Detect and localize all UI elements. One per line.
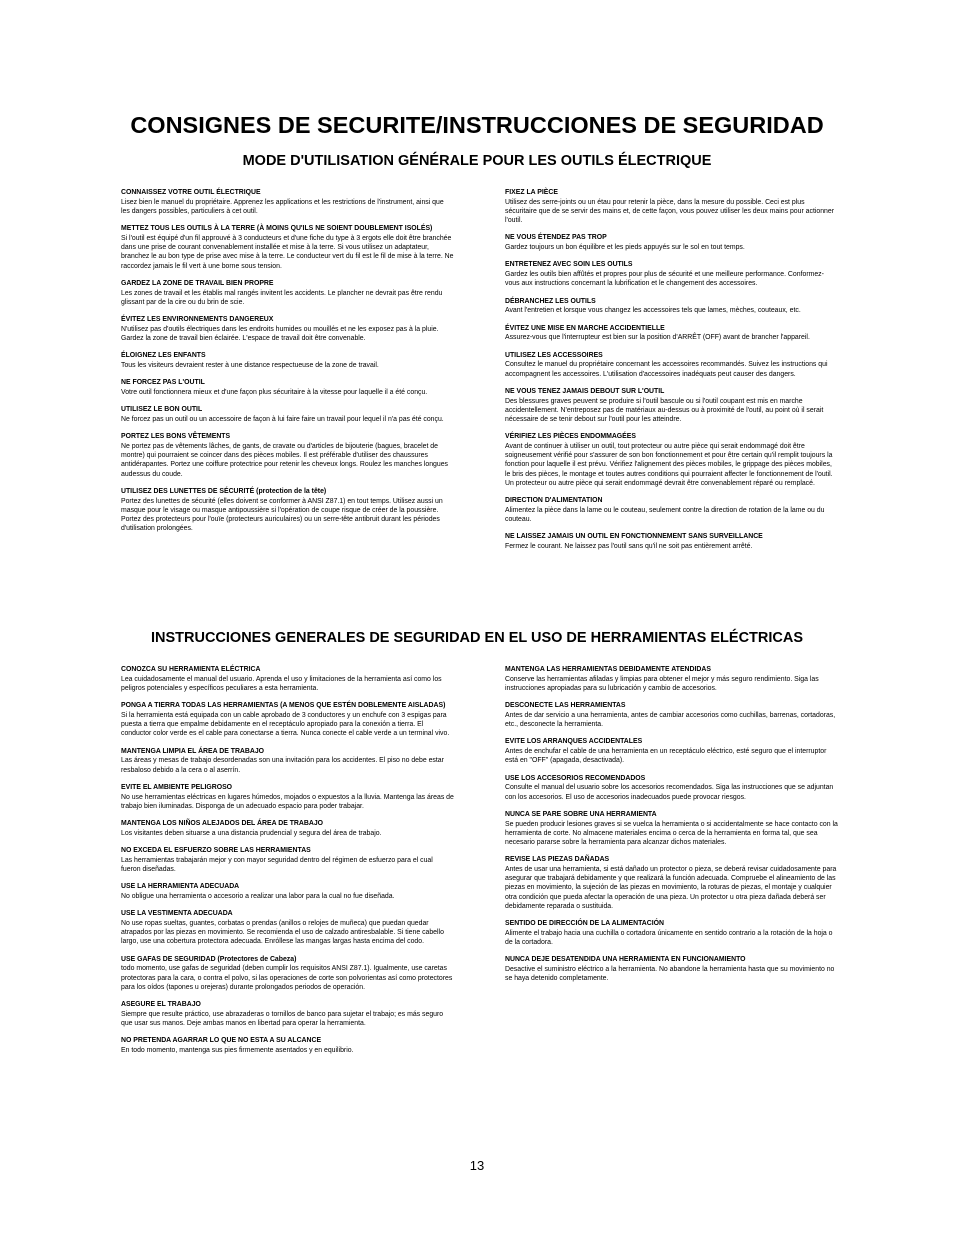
instruction-heading: EVITE LOS ARRANQUES ACCIDENTALES: [505, 738, 643, 746]
safety-instruction-item: [505, 388, 838, 424]
instruction-body: Consultez le manuel du propriétaire concernant les accessoires recommandés. Suivez les instructions qui accompagnent les accessoires. L'utilisation d'accessoires inadéquats peut causer des dangers.: [505, 361, 828, 378]
instruction-heading: SENTIDO DE DIRECCIÓN DE LA ALIMENTACIÓN: [505, 920, 664, 928]
instruction-body: Ne forcez pas un outil ou un accessoire de façon à lui faire faire un travail pour lequel il n'a pas été conçu.: [121, 416, 444, 424]
safety-instruction-item: [505, 920, 838, 947]
instruction-heading: EVITE EL AMBIENTE PELIGROSO: [121, 783, 233, 791]
instruction-body: Des blessures graves peuvent se produire si l'outil bascule ou si l'outil coupant est mis en marche accidentellement. N'entreposez pas de matériaux au-dessus ou à proximité de l'outil, au point où il serait nécessaire de se tenir debout sur l'outil pour les atteindre.: [505, 397, 824, 424]
instruction-body: Gardez toujours un bon équilibre et les pieds appuyés sur le sol en tout temps.: [505, 244, 745, 252]
safety-instruction-item: [121, 956, 454, 992]
instruction-body: Assurez-vous que l'interrupteur est bien sur la position d'ARRÊT (OFF) avant de brancher l'appareil.: [505, 334, 810, 342]
instruction-body: No obligue una herramienta o accesorio a realizar una labor para la cual no fue diseñada.: [121, 893, 395, 901]
instruction-heading: DÉBRANCHEZ LES OUTILS: [505, 297, 596, 305]
instruction-heading: NE VOUS ÉTENDEZ PAS TROP: [505, 234, 607, 242]
instruction-heading: VÉRIFIEZ LES PIÈCES ENDOMMAGÉES: [505, 433, 636, 441]
instruction-body: Los visitantes deben situarse a una distancia prudencial y segura del área de trabajo.: [121, 829, 382, 837]
safety-instruction-item: [121, 820, 454, 838]
instruction-body: Avant l'entretien et lorsque vous changez les accessoires tels que lames, mèches, couteaux, etc.: [505, 307, 801, 315]
safety-instruction-item: [121, 784, 454, 811]
instruction-heading: NO EXCEDA EL ESFUERZO SOBRE LAS HERRAMIENTAS: [121, 847, 311, 855]
spanish-left-column: [121, 666, 454, 1064]
safety-instruction-item: [505, 497, 838, 524]
safety-instruction-item: [121, 316, 454, 343]
instruction-heading: FIXEZ LA PIÈCE: [505, 189, 558, 196]
safety-instruction-item: [121, 379, 454, 397]
instruction-heading: NO PRETENDA AGARRAR LO QUE NO ESTA A SU ALCANCE: [121, 1037, 322, 1045]
instruction-body: Ne portez pas de vêtements lâches, de gants, de cravate ou d'articles de bijouterie (bagues, bracelet de montre) qui pourraient se coincer dans des pièces mobiles. Il est préférable d'utiliser des chaussures antidérapantes. Portez une coiffure protectrice pour retenir les cheveux longs. Roulez les manches longues audessus du coude.: [121, 443, 448, 478]
instruction-heading: USE LOS ACCESORIOS RECOMENDADOS: [505, 774, 646, 782]
instruction-heading: NUNCA SE PARE SOBRE UNA HERRAMIENTA: [505, 810, 657, 818]
page-title: CONSIGNES DE SECURITE/INSTRUCCIONES DE SEGURIDAD: [130, 112, 824, 138]
instruction-body: Gardez les outils bien affûtés et propres pour plus de sécurité et une meilleure performance. Conformez-vous aux instructions concernant la lubrification et le changement des accessoires.: [505, 271, 824, 288]
instruction-body: Alimentez la pièce dans la lame ou le couteau, seulement contre la direction de rotation de la lame ou du couteau.: [505, 506, 825, 524]
instruction-heading: NE LAISSEZ JAMAIS UN OUTIL EN FONCTIONNEMENT SANS SURVEILLANCE: [505, 533, 763, 541]
instruction-heading: ÉLOIGNEZ LES ENFANTS: [121, 352, 206, 360]
safety-instruction-item: [505, 856, 838, 911]
instruction-body: Lisez bien le manuel du propriétaire. Apprenez les applications et les restrictions de l'instrument, ainsi que les dangers possibles, particuliers à cet outil.: [121, 198, 444, 215]
page-number: 13: [469, 1158, 485, 1173]
french-section-heading: MODE D'UTILISATION GÉNÉRALE POUR LES OUTILS ÉLECTRIQUE: [242, 153, 712, 169]
instruction-heading: CONNAISSEZ VOTRE OUTIL ÉLECTRIQUE: [121, 189, 261, 196]
instruction-body: Si la herramienta está equipada con un cable aprobado de 3 conductores y un enchufe con 3 espigas para puesta a tierra que empalme debidamente en el receptáculo apropiado para la conexión a tierra. El conductor color verde es el cable para conectarse a tierra. Nunca conecte el cable verde a un terminal vivo.: [121, 712, 450, 738]
instruction-heading: NE FORCEZ PAS L'OUTIL: [121, 379, 205, 387]
instruction-body: Antes de enchufar el cable de una herramienta en un receptáculo eléctrico, esté seguro que el interruptor está en "OFF" (apagada, desactivada).: [505, 748, 827, 765]
instruction-heading: UTILISEZ LES ACCESSOIRES: [505, 351, 603, 359]
french-left-column: [121, 189, 454, 542]
instruction-heading: USE LA HERRAMIENTA ADECUADA: [121, 883, 240, 891]
instruction-body: En todo momento, mantenga sus pies firmemente asentados y en equilibrio.: [121, 1047, 354, 1055]
instruction-body: Desactive el suministro eléctrico a la herramienta. No abandone la herramienta hasta que su movimiento no se haya detenido completamente.: [505, 966, 835, 983]
instruction-heading: PONGA A TIERRA TODAS LAS HERRAMIENTAS (A MENOS QUE ESTÉN DOBLEMENTE AISLADAS): [121, 702, 446, 710]
safety-instruction-item: [505, 702, 838, 729]
instruction-body: No use ropas sueltas, guantes, corbatas o prendas (anillos o relojes de muñeca) que puedan quedar atrapados por las piezas en movimiento. Se recomienda el uso de calzado antiresbalable. Si tiene cabello largo, use una cobertura protectora adecuada. Enróllese las mangas largas hasta encima del codo.: [121, 920, 444, 946]
safety-instruction-item: [121, 406, 454, 424]
instruction-body: No use herramientas eléctricas en lugares húmedos, mojados o expuestos a la lluvia. Mantenga las áreas de trabajo bien iluminadas. Disponga de un adecuado espacio para poder trabajar.: [121, 793, 454, 810]
safety-instruction-item: [505, 533, 838, 551]
instruction-heading: ÉVITEZ UNE MISE EN MARCHE ACCIDENTIELLE: [505, 324, 665, 332]
instruction-heading: REVISE LAS PIEZAS DAÑADAS: [505, 856, 610, 864]
safety-instruction-item: [505, 738, 838, 765]
instruction-body: Votre outil fonctionnera mieux et d'une façon plus sécuritaire à la vitesse pour laquelle il a été conçu.: [121, 389, 428, 397]
safety-instruction-item: [121, 1001, 454, 1028]
instruction-heading: USE GAFAS DE SEGURIDAD (Protectores de Cabeza): [121, 955, 297, 963]
safety-instruction-item: [121, 280, 454, 307]
safety-instruction-item: [505, 775, 838, 802]
instruction-heading: NE VOUS TENEZ JAMAIS DEBOUT SUR L'OUTIL: [505, 387, 665, 395]
instruction-heading: CONOZCA SU HERRAMIENTA ELÉCTRICA: [121, 666, 261, 673]
instruction-heading: MANTENGA LIMPIA EL ÁREA DE TRABAJO: [121, 747, 265, 755]
instruction-body: Las herramientas trabajarán mejor y con mayor seguridad dentro del régimen de esfuerzo para el cual fueron diseñadas.: [121, 856, 433, 874]
instruction-body: todo momento, use gafas de seguridad (deben cumplir los requisitos ANSI Z87.1). Igualmente, use caretas protectoras para la cara, o contra el polvo, si las operaciones de corte son polvorientas así como protectores para los oídos (tapones u orejeras) durante prolongados periodos de operación.: [121, 965, 453, 991]
safety-instruction-item: [121, 883, 454, 901]
instruction-body: Las áreas y mesas de trabajo desordenadas son una invitación para los accidentes. El piso no debe estar resbaloso debido a la cera o al aserrín.: [121, 757, 444, 774]
instruction-heading: MANTENGA LOS NIÑOS ALEJADOS DEL ÁREA DE TRABAJO: [121, 820, 324, 828]
safety-instruction-item: [505, 298, 838, 316]
instruction-heading: GARDEZ LA ZONE DE TRAVAIL BIEN PROPRE: [121, 279, 274, 287]
safety-instruction-item: [505, 956, 838, 983]
instruction-body: Siempre que resulte práctico, use abrazaderas o tornillos de banco para sujetar el trabajo; es más seguro que usar sus manos. Deje ambas manos en libertad para operar la herramienta.: [121, 1010, 444, 1028]
instruction-heading: NUNCA DEJE DESATENDIDA UNA HERRAMIENTA EN FUNCIONAMIENTO: [505, 956, 746, 964]
safety-instruction-item: [121, 666, 454, 693]
spanish-section-heading: INSTRUCCIONES GENERALES DE SEGURIDAD EN EL USO DE HERRAMIENTAS ELÉCTRICAS: [150, 630, 804, 646]
french-right-column: [505, 189, 838, 560]
instruction-body: Utilisez des serre-joints ou un étau pour retenir la pièce, dans la mesure du possible. Ceci est plus sécuritaire que de se servir des mains et, de cette façon, vous pouvez utiliser les deux mains pour actionner l'outil.: [505, 198, 835, 225]
instruction-body: Portez des lunettes de sécurité (elles doivent se conformer à ANSI Z87.1) en tout temps. Utilisez aussi un masque pour le visage ou masque antipoussière si l'opération de coupe risque de créer de la poussière. Portez des protecteurs pour l'ouïe (protecteurs auriculaires) ou un serre-tête antibruit durant les périodes d'utilisation prolongées.: [121, 497, 443, 533]
instruction-body: Avant de continuer à utiliser un outil, tout protecteur ou autre pièce qui serait endommagé doit être soigneusement vérifié pour s'assurer de son bon fonctionnement et pour être certain qu'il remplit toujours la fonction pour laquelle il est prévu. Vérifiez l'alignement des pièces mobiles, le grippage des pièces mobiles, le bris des pièces, le montage et toutes autres conditions qui pourraient affecter le fonctionnement de l'outil. Un protecteur ou autre pièce qui serait endommagé devrait être convenablement réparé ou remplacé.: [505, 443, 833, 487]
instruction-body: Si l'outil est équipé d'un fil approuvé à 3 conducteurs et d'une fiche du type à 3 ergots elle doit être branchée dans une prise de courant convenablement installée et mise à la terre. Si vous utilisez un adaptateur, branchez le au bon type de prise avec mise à la terre. Le conducteur vert du fil est le fil de mise à la terre. Ne raccordez jamais le fil vert à une borne sous tension.: [121, 235, 454, 270]
instruction-heading: DESCONECTE LAS HERRAMIENTAS: [505, 702, 626, 710]
instruction-body: Alimente el trabajo hacia una cuchilla o cortadora únicamente en sentido contrario a la rotación de la hoja o de la cortadora.: [505, 929, 833, 947]
safety-instruction-item: [121, 352, 454, 370]
instruction-body: N'utilisez pas d'outils électriques dans les endroits humides ou mouillés et ne les exposez pas à la pluie. Gardez la zone de travail bien éclairée. L'espace de travail doit être convenable.: [121, 325, 439, 343]
safety-instruction-item: [121, 225, 454, 271]
safety-instruction-item: [505, 352, 838, 379]
instruction-heading: UTILISEZ DES LUNETTES DE SÉCURITÉ (protection de la tête): [121, 487, 327, 495]
spanish-right-column: [505, 666, 838, 992]
instruction-body: Se pueden producir lesiones graves si se vuelca la herramienta o si accidentalmente se hace contacto con la herramienta de corte. No almacene materiales encima o cerca de la herramienta en forma tal, que sea necesario pararse sobre la herramienta para alcanzar dichos materiales.: [505, 820, 838, 847]
instruction-body: Lea cuidadosamente el manual del usuario. Aprenda el uso y limitaciones de la herramienta así como los peligros potenciales y específicos peculiares a esta herramienta.: [121, 675, 442, 692]
safety-instruction-item: [505, 325, 838, 343]
instruction-heading: ÉVITEZ LES ENVIRONNEMENTS DANGEREUX: [121, 316, 274, 324]
instruction-heading: MANTENGA LAS HERRAMIENTAS DEBIDAMENTE ATENDIDAS: [505, 666, 711, 673]
safety-instruction-item: [505, 666, 838, 693]
safety-instruction-item: [121, 910, 454, 946]
instruction-heading: ASEGURE EL TRABAJO: [121, 1001, 201, 1009]
safety-instruction-item: [121, 847, 454, 874]
instruction-heading: ENTRETENEZ AVEC SOIN LES OUTILS: [505, 261, 633, 269]
safety-instruction-item: [505, 433, 838, 488]
instruction-body: Consulte el manual del usuario sobre los accesorios recomendados. Siga las instrucciones que se adjuntan con los accesorios. El uso de accesorios inadecuados puede provocar riesgos.: [505, 784, 834, 801]
safety-instruction-item: [505, 189, 838, 225]
safety-instruction-item: [121, 189, 454, 216]
instruction-body: Fermez le courant. Ne laissez pas l'outil sans qu'il ne soit pas entièrement arrêté.: [505, 543, 753, 551]
instruction-heading: DIRECTION D'ALIMENTATION: [505, 497, 603, 505]
instruction-heading: USE LA VESTIMENTA ADECUADA: [121, 910, 233, 918]
instruction-heading: PORTEZ LES BONS VÊTEMENTS: [121, 433, 231, 441]
instruction-body: Antes de usar una herramienta, si está dañado un protector o pieza, se deberá revisar cuidadosamente para asegurar que trabajará debidamente y que realizará la función adecuada. Compruebe el alineamiento de las piezas en movimiento, la sujeción de las piezas en movimiento, la roturas de piezas, el montaje y cualquier otra condición que pueda afectar la operación de una pieza. Un protector u otra pieza dañada deberá ser debidamente reparada o sustituida.: [505, 866, 837, 910]
safety-instruction-item: [121, 433, 454, 479]
safety-instruction-item: [121, 748, 454, 775]
instruction-body: Les zones de travail et les établis mal rangés invitent les accidents. Le plancher ne devrait pas être rendu glissant par de la cire ou du brin de scie.: [121, 289, 443, 306]
instruction-body: Tous les visiteurs devraient rester à une distance respectueuse de la zone de travail.: [121, 362, 379, 370]
safety-instruction-item: [505, 811, 838, 847]
instruction-heading: UTILISEZ LE BON OUTIL: [121, 406, 203, 414]
instruction-body: Antes de dar servicio a una herramienta, antes de cambiar accesorios como cuchillas, barrenas, cortadoras, etc., desconecte la herramienta.: [505, 712, 836, 729]
safety-instruction-item: [505, 261, 838, 288]
safety-instruction-item: [121, 702, 454, 738]
safety-instruction-item: [121, 1037, 454, 1055]
safety-instruction-item: [121, 488, 454, 534]
instruction-heading: METTEZ TOUS LES OUTILS À LA TERRE (À MOINS QU'ILS NE SOIENT DOUBLEMENT ISOLÉS): [121, 225, 433, 233]
instruction-body: Conserve las herramientas afiladas y limpias para obtener el mejor y más seguro rendimiento. Siga las instrucciones apropiadas para su lubricación y cambio de accesorios.: [505, 675, 819, 692]
safety-instruction-item: [505, 234, 838, 252]
